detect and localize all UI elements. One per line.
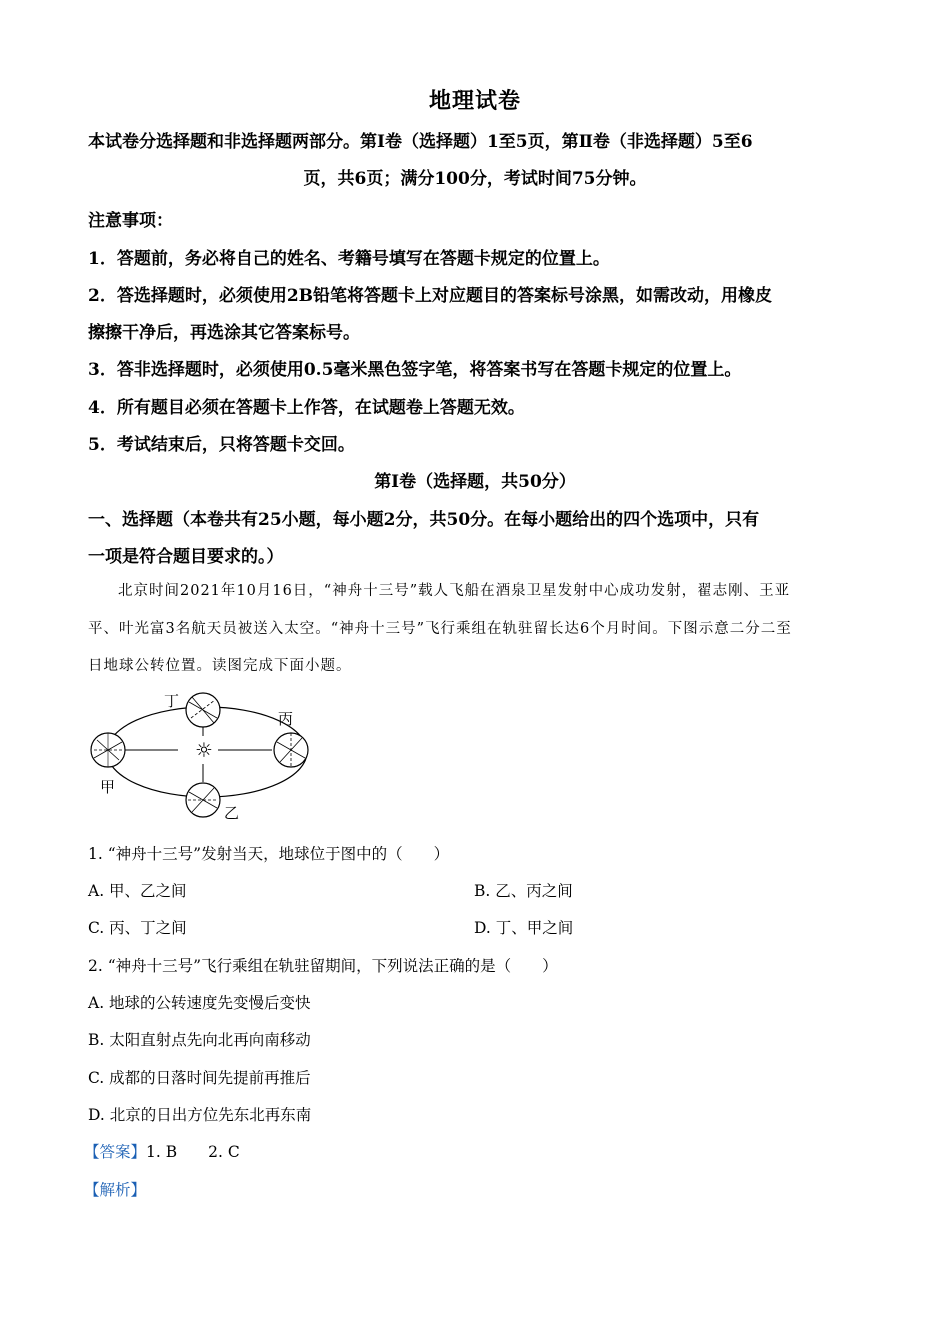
part-heading-line-1: 一、选择题（本卷共有25小题，每小题2分，共50分。在每小题给出的四个选项中，只有 [88, 510, 760, 530]
q2-option-b: B. 太阳直射点先向北再向南移动 [88, 1031, 311, 1049]
q1-option-d: D. 丁、甲之间 [474, 919, 574, 937]
q1-stem: 1. “神舟十三号”发射当天，地球位于图中的（ ） [88, 845, 450, 863]
q1-option-c: C. 丙、丁之间 [88, 919, 187, 937]
note-item-2-cont: 擦擦干净后，再选涂其它答案标号。 [88, 323, 360, 343]
passage-line-2: 平、叶光富3名航天员被送入太空。“神舟十三号”飞行乘组在轨驻留长达6个月时间。下图示意二分二至 [88, 621, 792, 637]
earth-jia-icon [91, 733, 125, 767]
answer-text: 1. B 2. C [146, 1143, 240, 1161]
page-title: 地理试卷 [428, 88, 521, 114]
note-item-2: 2．答选择题时，必须使用2B铅笔将答题卡上对应题目的答案标号涂黑，如需改动，用橡皮 [88, 286, 773, 306]
note-item-4: 4．所有题目必须在答题卡上作答，在试题卷上答题无效。 [88, 398, 525, 418]
answer-line [84, 1140, 240, 1162]
intro-line-1: 本试卷分选择题和非选择题两部分。第Ⅰ卷（选择题）1至5页，第Ⅱ卷（非选择题）5至6 [88, 132, 753, 152]
q1-option-b: B. 乙、丙之间 [474, 882, 573, 900]
q2-stem: 2. “神舟十三号”飞行乘组在轨驻留期间，下列说法正确的是（ ） [88, 957, 558, 975]
earth-bing-icon [274, 733, 308, 767]
earth-orbit-diagram [88, 688, 344, 824]
notes-heading: 注意事项： [88, 211, 173, 231]
note-item-1: 1．答题前，务必将自己的姓名、考籍号填写在答题卡规定的位置上。 [88, 249, 610, 269]
q2-option-d: D. 北京的日出方位先东北再东南 [88, 1106, 312, 1124]
analysis-tag: 【解析】 [84, 1181, 147, 1199]
label-yi: 乙 [224, 804, 240, 822]
label-jia: 甲 [100, 778, 116, 796]
q2-option-c: C. 成都的日落时间先提前再推后 [88, 1069, 311, 1087]
note-item-5: 5．考试结束后，只将答题卡交回。 [88, 435, 355, 455]
answer-tag: 【答案】 [84, 1143, 147, 1161]
label-bing: 丙 [278, 710, 294, 728]
earth-ding-icon [186, 693, 220, 727]
passage-line-3: 日地球公转位置。读图完成下面小题。 [88, 658, 352, 674]
section-heading: 第Ⅰ卷（选择题，共50分） [374, 472, 576, 492]
passage-line-1: 北京时间2021年10月16日，“神舟十三号”载人飞船在酒泉卫星发射中心成功发射，翟志刚、王亚 [118, 583, 791, 599]
label-ding: 丁 [164, 692, 180, 710]
part-heading-line-2: 一项是符合题目要求的。） [88, 547, 284, 567]
q1-option-a: A. 甲、乙之间 [88, 882, 187, 900]
sun-icon: ☼ [195, 738, 213, 762]
note-item-3: 3．答非选择题时，必须使用0.5毫米黑色签字笔，将答案书写在答题卡规定的位置上。 [88, 360, 742, 380]
intro-line-2: 页，共6页；满分100分，考试时间75分钟。 [303, 169, 647, 189]
earth-yi-icon [186, 783, 220, 817]
q2-option-a: A. 地球的公转速度先变慢后变快 [88, 994, 311, 1012]
